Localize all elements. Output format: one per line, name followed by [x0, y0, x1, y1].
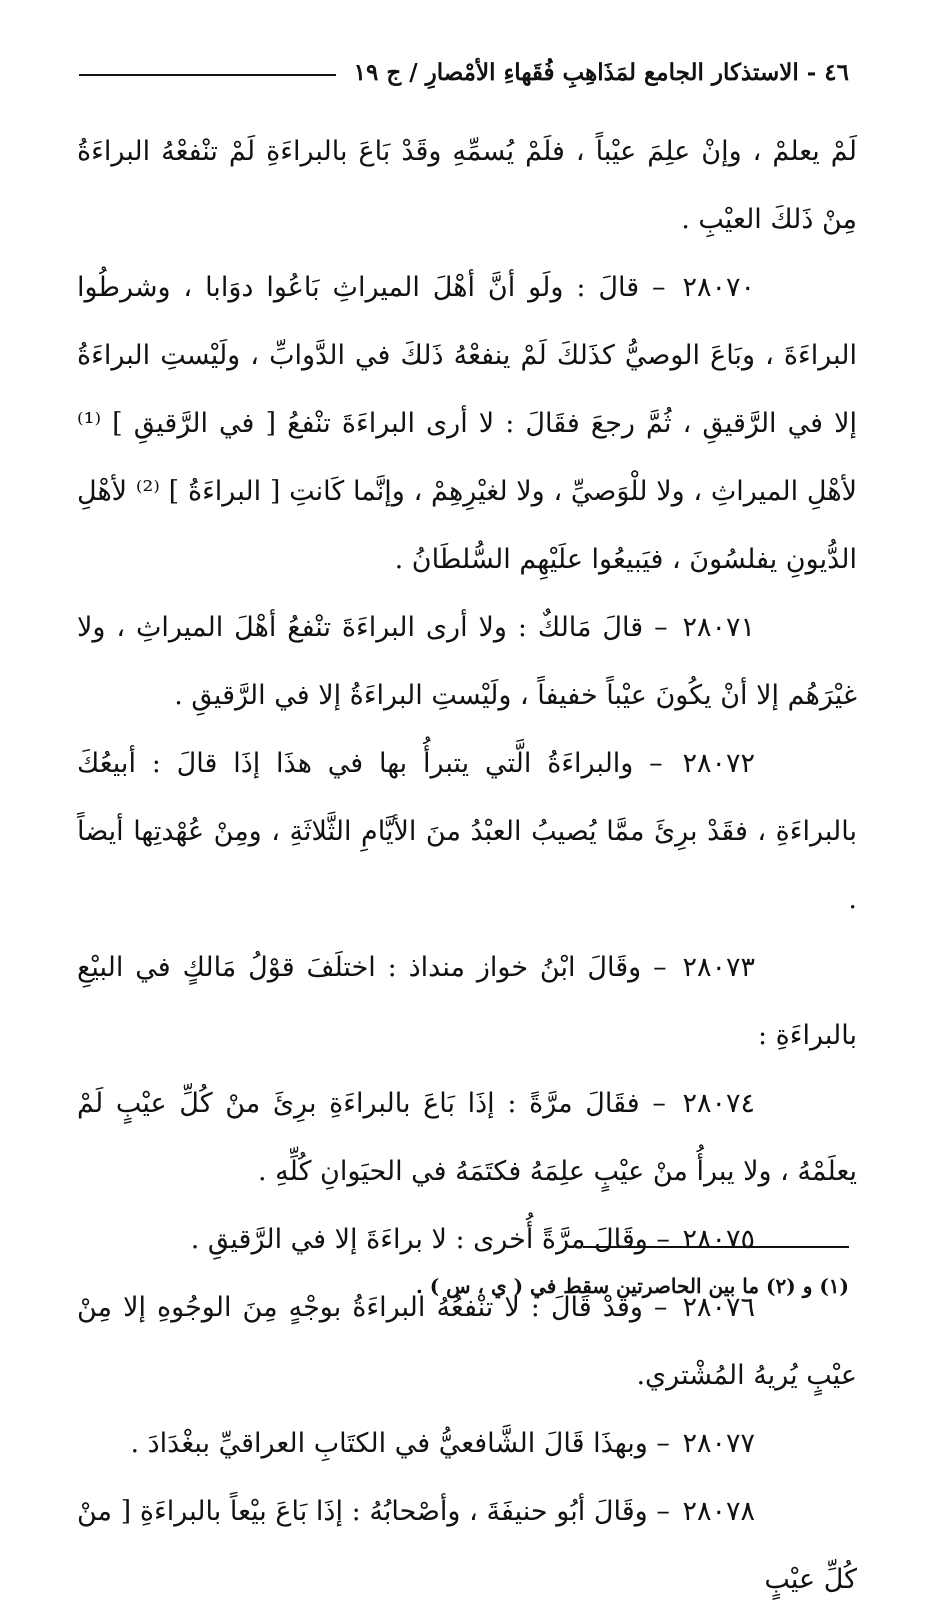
paragraph-number: ٢٨٠٧٠ [682, 272, 755, 303]
paragraph-text: قالَ : ولَو أنَّ أهْلَ الميراثِ بَاعُوا دوَابا ، وشرطُوا البراءَةَ ، وبَاعَ الوصيُّ كذَلكَ لَمْ ينفعْهُ ذَلكَ في الدَّوابِّ ، ولَيْستِ البراءَةُ إلا في الرَّقيقِ ، ثُمَّ رجعَ فقَالَ : لا أرى البراءَةَ تنْفعُ [ في الرَّقيقِ ] ⁽¹⁾ لأهْلِ الميراثِ ، ولا للْوَصيِّ ، ولا لغيْرِهِمْ ، وإنَّما كَانتِ [ البراءَةُ ] ⁽²⁾ لأهْلِ الدُّيونِ يفلسُونَ ، فيَبيعُوا علَيْهِم السُّلطَانُ . [77, 272, 857, 575]
paragraph-text: وقَالَ أبُو حنيفَةَ ، وأصْحابُهُ : إذَا بَاعَ بيْعاً بالبراءَةِ [ منْ كُلِّ عيْبٍ [77, 1496, 857, 1595]
footnote-rule [583, 1246, 849, 1248]
continuation-paragraph: لَمْ يعلمْ ، وإنْ علِمَ عيْباً ، فلَمْ يُسمِّهِ وقَدْ بَاعَ بالبراءَةِ لَمْ تنْفعْهُ البراءَةُ مِنْ ذَلكَ العيْبِ . [77, 136, 857, 235]
paragraph-28074: ٢٨٠٧٤ – فقَالَ مرَّةً : إذَا بَاعَ بالبراءَةِ برِئَ منْ كُلِّ عيْبٍ لَمْ يعلَمْهُ ، ولا يبرأُ منْ عيْبٍ علِمَهُ فكتَمَهُ في الحيَوانِ كُلِّهِ . [77, 1088, 857, 1187]
running-title: ٤٦ - الاستذكار الجامع لمَذَاهِبِ فُقَهاءِ الأمْصارِ / ج ١٩ [353, 58, 849, 86]
paragraph-text: وقَالَ مرَّةً أُخرى : لا براءَةَ إلا في الرَّقيقِ . [190, 1224, 648, 1255]
main-text [77, 118, 857, 1614]
footnote: (١) و (٢) ما بين الحاصرتين سقط في ( ي ، س ) . [415, 1274, 849, 1298]
paragraph-text: قالَ مَالكٌ : ولا أرى البراءَةَ تنْفعُ أهْلَ الميراثِ ، ولا غيْرَهُم إلا أنْ يكُونَ عيْباً خفيفاً ، ولَيْستِ البراءَةُ إلا في الرَّقيقِ . [77, 612, 857, 711]
paragraph-text: وبهذَا قَالَ الشَّافعيُّ في الكتَابِ العراقيِّ ببغْدَادَ . [130, 1428, 648, 1459]
running-head [79, 52, 849, 92]
paragraph-28072: ٢٨٠٧٢ – والبراءَةُ الَّتي يتبرأُ بها في هذَا إذَا قالَ : أبيعُكَ بالبراءَةِ ، فقَدْ برِئَ ممَّا يُصيبُ العبْدُ منَ الأيَّامِ الثَّلاثَةِ ، ومِنْ عُهْدتِها أيضاً . [77, 748, 857, 915]
paragraph-28071: ٢٨٠٧١ – قالَ مَالكٌ : ولا أرى البراءَةَ تنْفعُ أهْلَ الميراثِ ، ولا غيْرَهُم إلا أنْ يكُونَ عيْباً خفيفاً ، ولَيْستِ البراءَةُ إلا في الرَّقيقِ . [77, 612, 857, 711]
paragraph-number: ٢٨٠٧٧ [682, 1428, 755, 1459]
paragraph-number: ٢٨٠٧١ [682, 612, 755, 643]
paragraph-text: وقَالَ ابْنُ خواز منداذ : اختلَفَ قوْلُ مَالكٍ في البيْعِ بالبراءَةِ : [77, 952, 857, 1051]
paragraph-28077: ٢٨٠٧٧ – وبهذَا قَالَ الشَّافعيُّ في الكتَابِ العراقيِّ ببغْدَادَ . [130, 1428, 755, 1459]
paragraph-number: ٢٨٠٧٤ [682, 1088, 755, 1119]
paragraph-text: فقَالَ مرَّةً : إذَا بَاعَ بالبراءَةِ برِئَ منْ كُلِّ عيْبٍ لَمْ يعلَمْهُ ، ولا يبرأُ منْ عيْبٍ علِمَهُ فكتَمَهُ في الحيَوانِ كُلِّهِ . [77, 1088, 857, 1187]
paragraph-number: ٢٨٠٧٨ [682, 1496, 755, 1527]
paragraph-28078: ٢٨٠٧٨ – وقَالَ أبُو حنيفَةَ ، وأصْحابُهُ : إذَا بَاعَ بيْعاً بالبراءَةِ [ منْ كُلِّ عيْبٍ [77, 1496, 857, 1595]
paragraph-number: ٢٨٠٧٥ [682, 1224, 755, 1255]
paragraph-number: ٢٨٠٧٢ [682, 748, 755, 779]
paragraph-number: ٢٨٠٧٣ [682, 952, 755, 983]
paragraph-28070: ٢٨٠٧٠ – قالَ : ولَو أنَّ أهْلَ الميراثِ بَاعُوا دوَابا ، وشرطُوا البراءَةَ ، وبَاعَ الوصيُّ كذَلكَ لَمْ ينفعْهُ ذَلكَ في الدَّوابِّ ، ولَيْستِ البراءَةُ إلا في الرَّقيقِ ، ثُمَّ رجعَ فقَالَ : لا أرى البراءَةَ تنْفعُ [ في الرَّقيقِ ] ⁽¹⁾ لأهْلِ الميراثِ ، ولا للْوَصيِّ ، ولا لغيْرِهِمْ ، وإنَّما كَانتِ [ البراءَةُ ] ⁽²⁾ لأهْلِ الدُّيونِ يفلسُونَ ، فيَبيعُوا علَيْهِم السُّلطَانُ . [77, 272, 857, 575]
header-rule [79, 74, 336, 76]
paragraph-text: وقَدْ قَالَ : لا تنْفعُهُ البراءَةُ بوجْهٍ مِنَ الوجُوهِ إلا مِنْ عيْبٍ يُريهُ المُشْتري. [77, 1292, 857, 1391]
paragraph-text: والبراءَةُ الَّتي يتبرأُ بها في هذَا إذَا قالَ : أبيعُكَ بالبراءَةِ ، فقَدْ برِئَ ممَّا يُصيبُ العبْدُ منَ الأيَّامِ الثَّلاثَةِ ، ومِنْ عُهْدتِها أيضاً . [77, 748, 857, 915]
paragraph-28075: ٢٨٠٧٥ – وقَالَ مرَّةً أُخرى : لا براءَةَ إلا في الرَّقيقِ . [190, 1224, 755, 1255]
paragraph-28073: ٢٨٠٧٣ – وقَالَ ابْنُ خواز منداذ : اختلَفَ قوْلُ مَالكٍ في البيْعِ بالبراءَةِ : [77, 952, 857, 1051]
paragraph-number: ٢٨٠٧٦ [682, 1292, 755, 1323]
paragraph-28076: ٢٨٠٧٦ – وقَدْ قَالَ : لا تنْفعُهُ البراءَةُ بوجْهٍ مِنَ الوجُوهِ إلا مِنْ عيْبٍ يُريهُ المُشْتري. [77, 1292, 857, 1391]
